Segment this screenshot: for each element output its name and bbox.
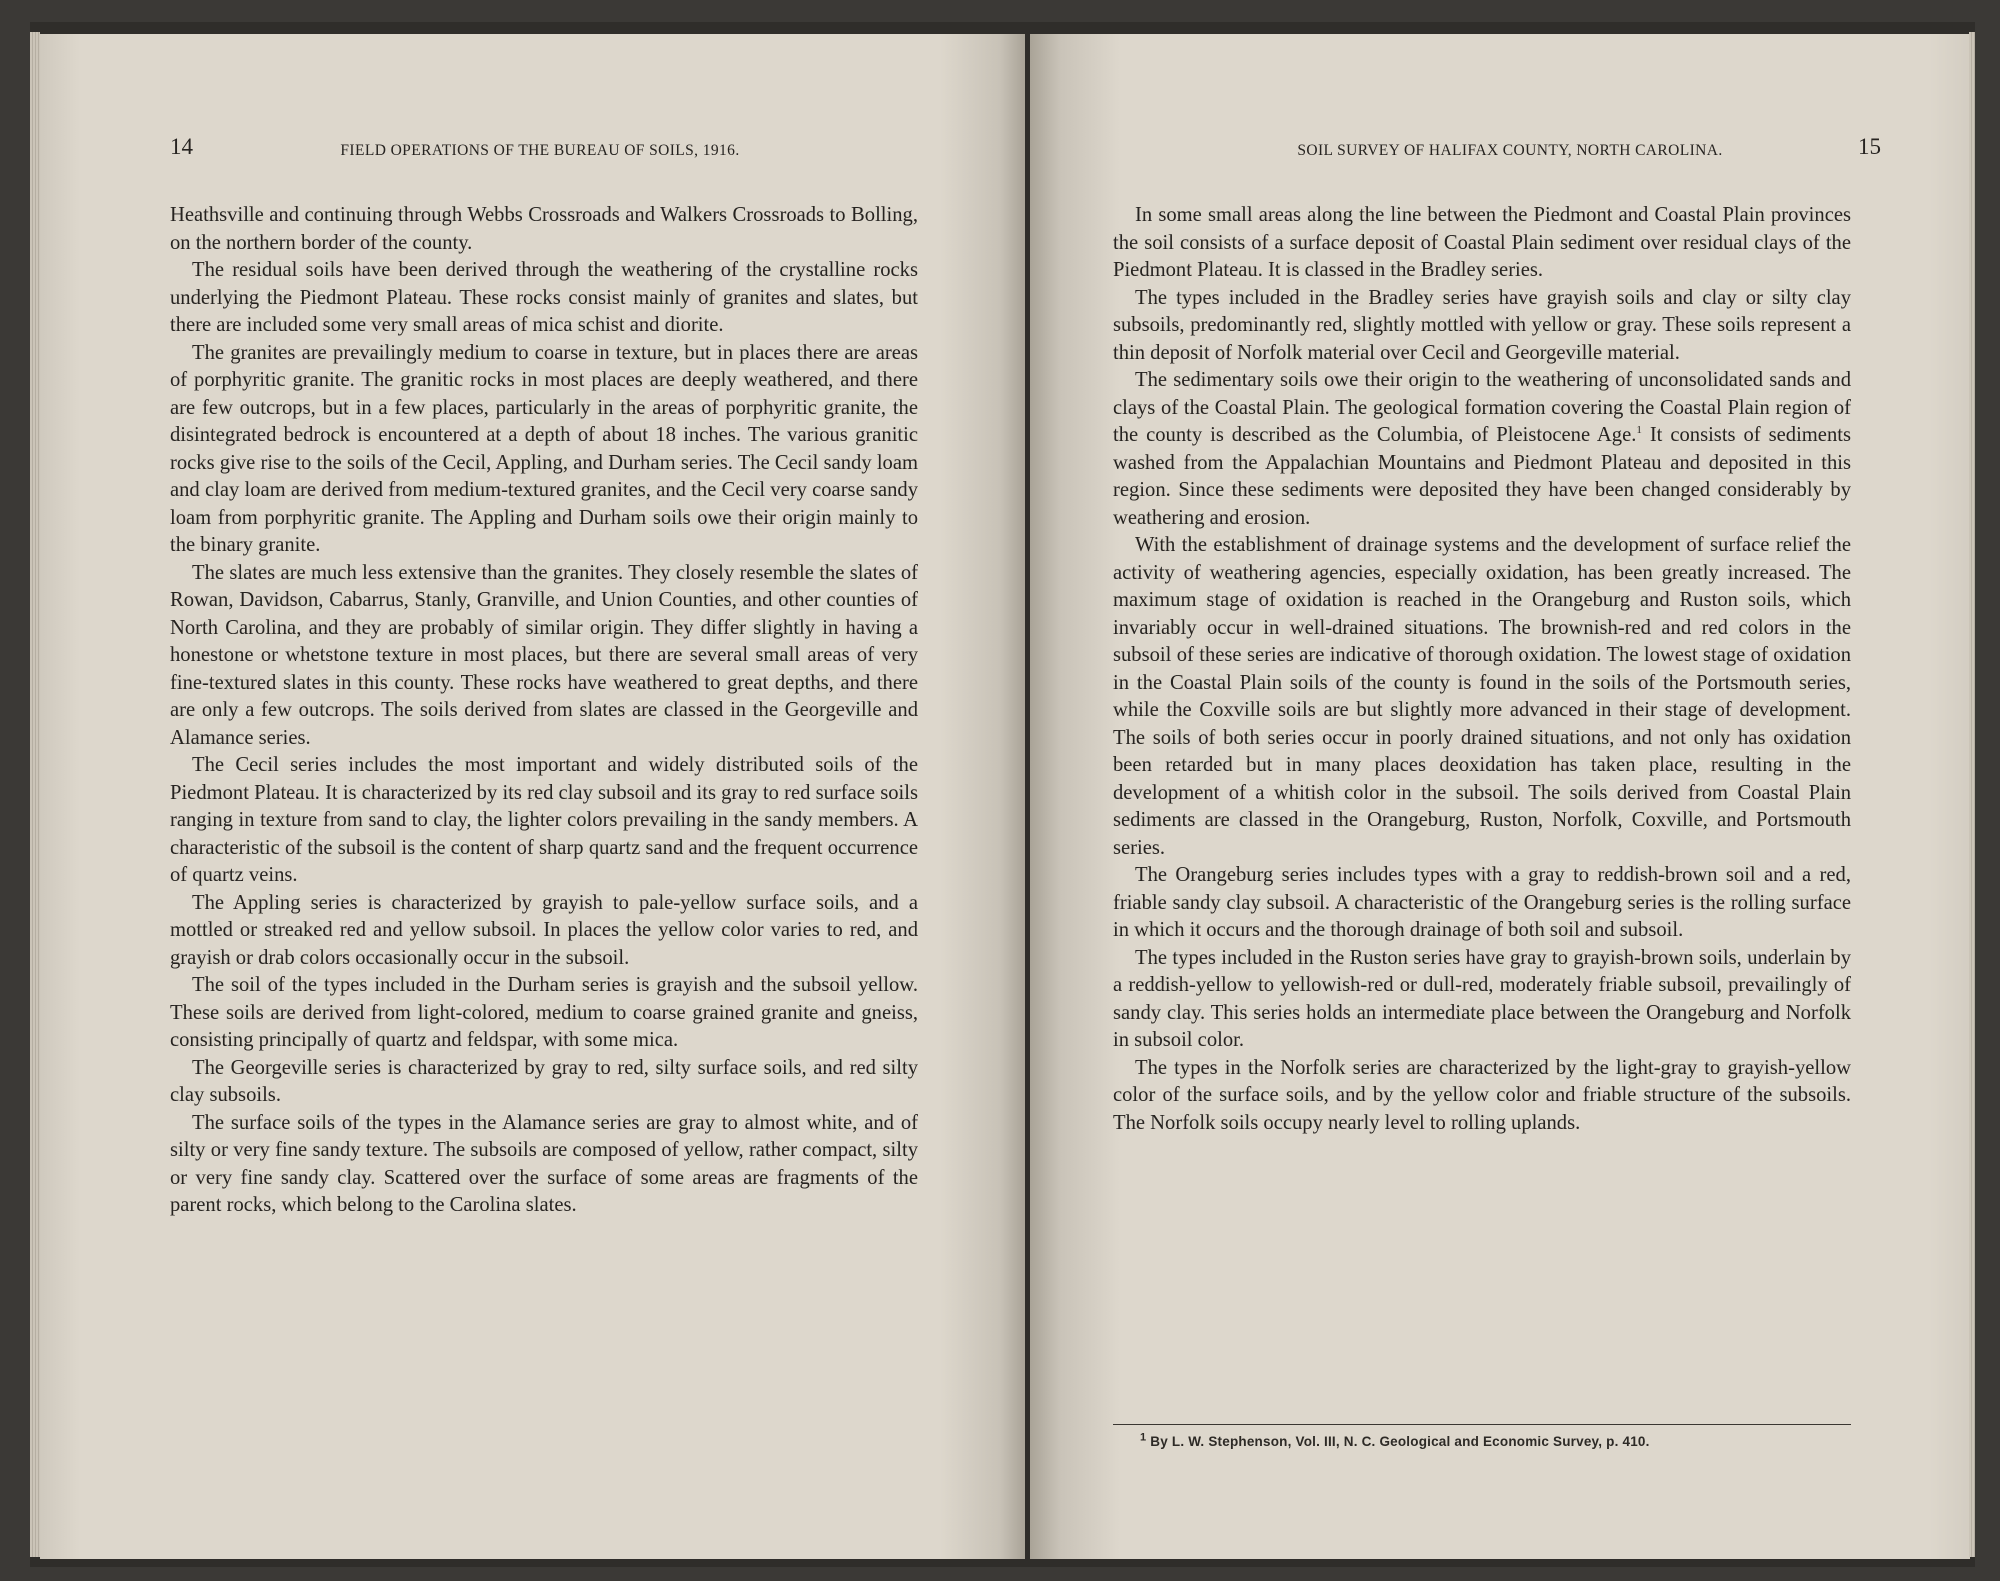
- right-paragraph-3: [1113, 367, 1851, 532]
- left-page-number: 14: [170, 134, 193, 159]
- left-paragraph-4: The slates are much less extensive than the granites. They closely resemble the slates of Rowan, Davidson, Cabarrus, Stanly, Granville, and Union Counties, and other counties of North Carolina, and they are probably of similar origin. They differ slightly in having a honestone or whetstone texture in most places, but there are several small areas of very fine-textured slates in this county. These rocks have weathered to great depths, and there are only a few outcrops. The soils derived from slates are classed in the Georgeville and Alamance series.: [170, 561, 918, 749]
- footnote: [1140, 1431, 1650, 1449]
- right-paragraph-6: The types included in the Ruston series have gray to grayish-brown soils, underlain by a reddish-yellow to yellowish-red or dull-red, moderately friable subsoil, prevailingly of sandy clay. This series holds an intermediate place between the Orangeburg and Norfolk in subsoil color.: [1113, 946, 1851, 1051]
- right-paragraph-2: The types included in the Bradley series have grayish soils and clay or silty clay subsoils, predominantly red, slightly mottled with yellow or gray. These soils represent a thin deposit of Norfolk material over Cecil and Georgeville material.: [1113, 286, 1851, 364]
- right-paragraph-4: With the establishment of drainage systems and the development of surface relief the activity of weathering agencies, especially oxidation, has been greatly increased. The maximum stage of oxidation is reached in the Orangeburg and Ruston soils, which invariably occur in well-drained situations. The brownish-red and red colors in the subsoil of these series are indicative of thorough oxidation. The lowest stage of oxidation in the Coastal Plain soils of the county is found in the soils of the Portsmouth series, while the Coxville soils are but slightly more advanced in their stage of development. The soils of both series occur in poorly drained situations, and not only has oxidation been retarded but in many places deoxidation has taken place, resulting in the development of a whitish color in the subsoil. The soils derived from Coastal Plain sediments are classed in the Orangeburg, Ruston, Norfolk, Coxville, and Portsmouth series.: [1113, 534, 1851, 859]
- left-paragraph-2: The residual soils have been derived through the weathering of the crystalline rocks underlying the Piedmont Plateau. These rocks consist mainly of granites and slates, but there are included some very small areas of mica schist and diorite.: [170, 259, 918, 336]
- right-page: [1030, 34, 1970, 1559]
- left-paragraph-8: The Georgeville series is characterized by gray to red, silty surface soils, and red silty clay subsoils.: [170, 1056, 918, 1106]
- left-paragraph-5: The Cecil series includes the most important and widely distributed soils of the Piedmont Plateau. It is characterized by its red clay subsoil and its gray to red surface soils ranging in texture from sand to clay, the lighter colors prevailing in the sandy members. A characteristic of the subsoil is the content of sharp quartz sand and the frequent occurrence of quartz veins.: [170, 754, 918, 886]
- footnote-text: By L. W. Stephenson, Vol. III, N. C. Geological and Economic Survey, p. 410.: [1150, 1434, 1650, 1449]
- footnote-marker: 1: [1140, 1431, 1147, 1444]
- open-book: [30, 22, 1975, 1567]
- footnote-rule: [1113, 1424, 1851, 1425]
- right-paragraph-3-part-1: The sedimentary soils owe their origin to the weathering of unconsolidated sands and clays of the Coastal Plain. The geological formation covering the Coastal Plain region of the county is described as the Columbia, of Pleistocene Age.: [1113, 369, 1851, 446]
- right-page-edges: [1969, 32, 1975, 1557]
- left-paragraph-3: The granites are prevailingly medium to coarse in texture, but in places there are areas of porphyritic granite. The granitic rocks in most places are deeply weathered, and there are few outcrops, but in a few places, particularly in the areas of porphyritic granite, the disintegrated bedrock is encountered at a depth of about 18 inches. The various granitic rocks give rise to the soils of the Cecil, Appling, and Durham series. The Cecil sandy loam and clay loam are derived from medium-textured granites, and the Cecil very coarse sandy loam from porphyritic granite. The Appling and Durham soils owe their origin mainly to the binary granite.: [170, 341, 918, 556]
- right-paragraph-5: The Orangeburg series includes types with a gray to reddish-brown soil and a red, friable sandy clay subsoil. A characteristic of the Orangeburg series is the rolling surface in which it occurs and the thorough drainage of both soil and subsoil.: [1113, 864, 1851, 941]
- footnote-reference: 1: [1636, 424, 1642, 437]
- left-paragraph-1: Heathsville and continuing through Webbs Crossroads and Walkers Crossroads to Bolling, on the northern border of the county.: [170, 204, 918, 254]
- left-paragraph-9: The surface soils of the types in the Alamance series are gray to almost white, and of silty or very fine sandy texture. The subsoils are composed of yellow, rather compact, silty or very fine sandy clay. Scattered over the surface of some areas are fragments of the parent rocks, which belong to the Carolina slates.: [170, 1111, 918, 1216]
- left-running-head: FIELD OPERATIONS OF THE BUREAU OF SOILS, 1916.: [340, 142, 740, 159]
- left-paragraph-7: The soil of the types included in the Durham series is grayish and the subsoil yellow. These soils are derived from light-colored, medium to coarse grained granite and gneiss, consisting principally of quartz and feldspar, with some mica.: [170, 974, 918, 1051]
- right-body-text: [1113, 202, 1851, 1137]
- right-paragraph-3-part-2: It consists of sediments washed from the Appalachian Mountains and Piedmont Plateau and deposited in this region. Since these sediments were deposited they have been changed considerably by weathering and erosion.: [1113, 424, 1851, 529]
- left-page: [40, 34, 1025, 1559]
- left-paragraph-6: The Appling series is characterized by grayish to pale-yellow surface soils, and a mottled or streaked red and yellow subsoil. In places the yellow color varies to red, and grayish or drab colors occasionally occur in the subsoil.: [170, 891, 918, 969]
- right-paragraph-7: The types in the Norfolk series are characterized by the light-gray to grayish-yellow color of the surface soils, and by the yellow color and friable structure of the subsoils. The Norfolk soils occupy nearly level to rolling uplands.: [1113, 1056, 1851, 1134]
- left-page-edges: [30, 32, 40, 1557]
- right-running-head: SOIL SURVEY OF HALIFAX COUNTY, NORTH CAROLINA.: [1297, 142, 1723, 159]
- right-paragraph-1: In some small areas along the line between the Piedmont and Coastal Plain provinces the soil consists of a surface deposit of Coastal Plain sediment over residual clays of the Piedmont Plateau. It is classed in the Bradley series.: [1113, 204, 1851, 281]
- left-body-text: [170, 202, 918, 1220]
- right-page-number: 15: [1858, 134, 1881, 159]
